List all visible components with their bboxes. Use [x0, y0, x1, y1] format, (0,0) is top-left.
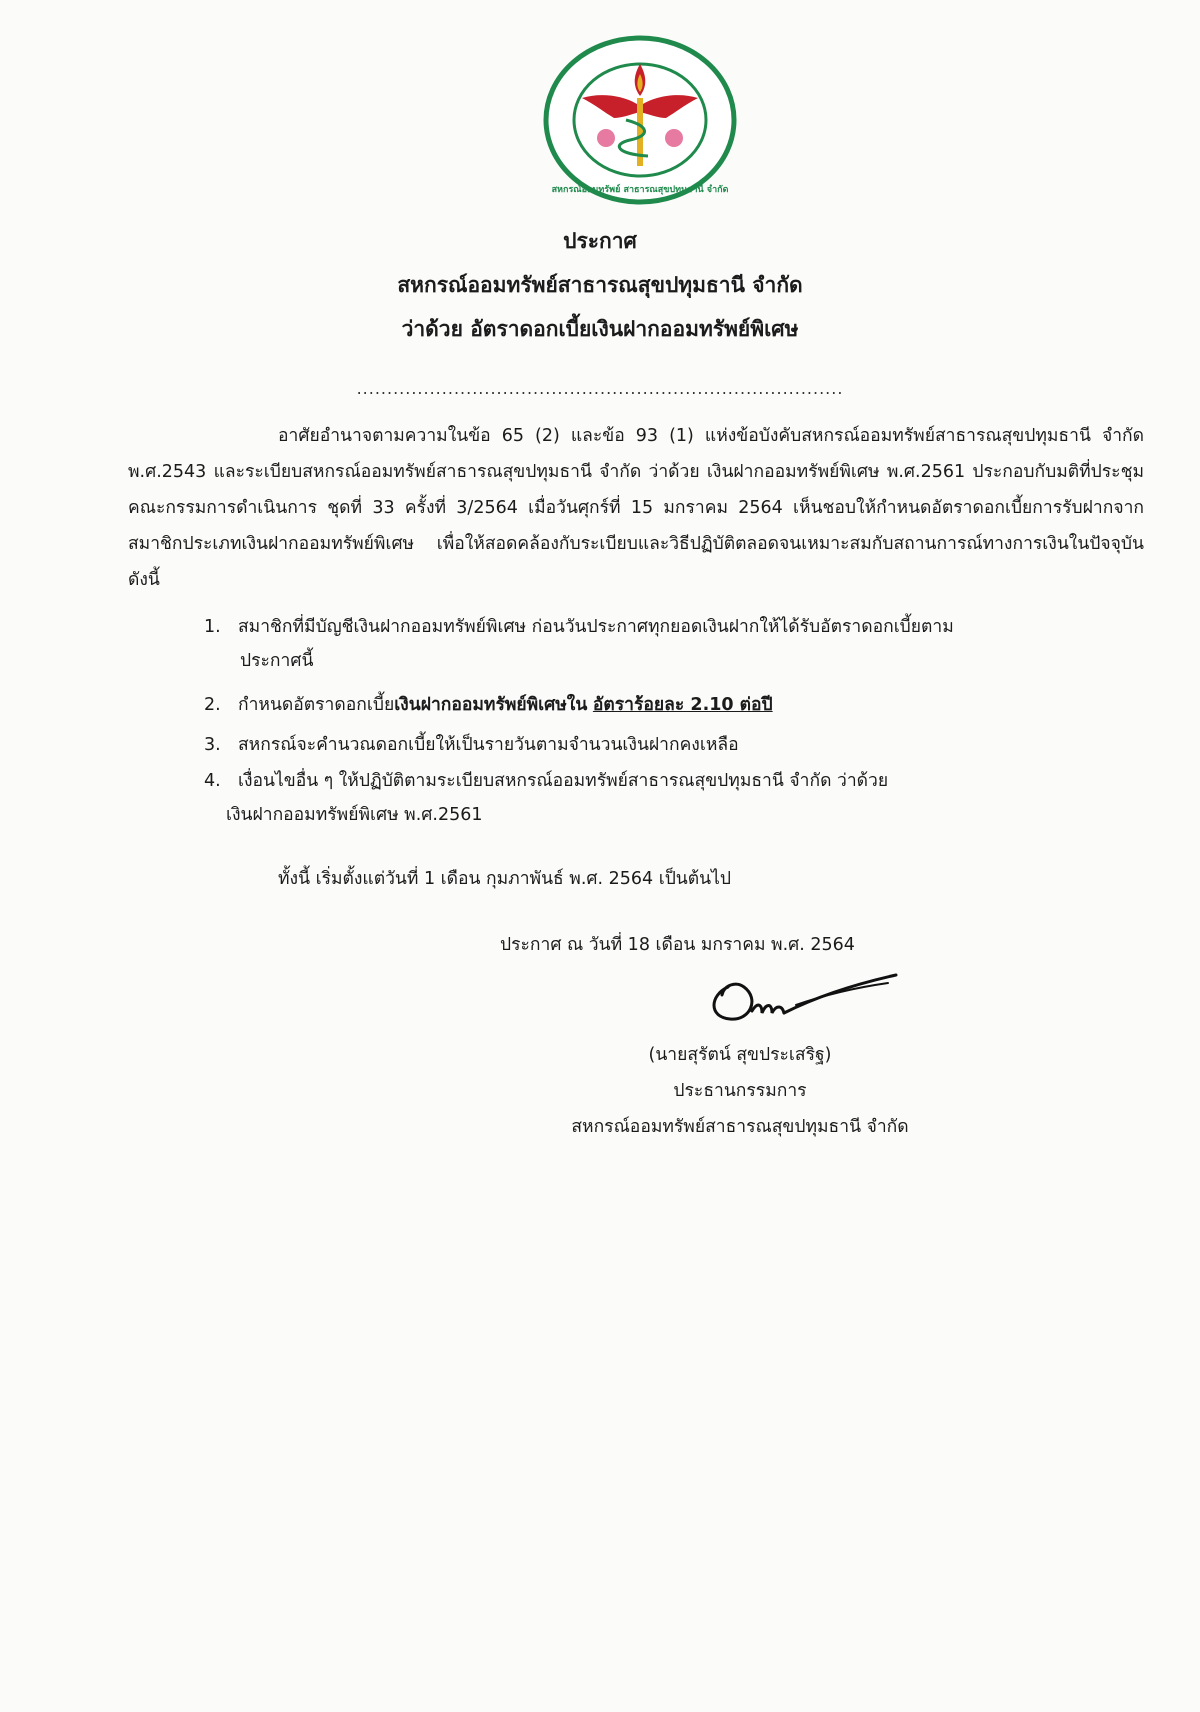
item-text: สหกรณ์จะคำนวณดอกเบี้ยให้เป็นรายวันตามจำนวนเงินฝากคงเหลือ — [238, 735, 739, 755]
list-item — [204, 688, 773, 722]
list-item-continuation: ประกาศนี้ — [240, 651, 314, 671]
interest-rate-highlight: อัตราร้อยละ 2.10 ต่อปี — [592, 695, 773, 715]
organization-heading: สหกรณ์ออมทรัพย์สาธารณสุขปทุมธานี จำกัด — [397, 273, 803, 297]
item-number: 3. — [204, 735, 221, 755]
signer-name: (นายสุรัตน์ สุขประเสริฐ) — [648, 1045, 832, 1065]
list-item — [204, 728, 739, 762]
announcement-heading: ประกาศ — [563, 229, 637, 253]
list-item — [204, 610, 1104, 644]
item-number: 4. — [204, 771, 221, 791]
item-text: สมาชิกที่มีบัญชีเงินฝากออมทรัพย์พิเศษ ก่อนวันประกาศทุกยอดเงินฝากให้ได้รับอัตราดอกเบี้ยตาม — [238, 617, 954, 637]
signer-position: ประธานกรรมการ — [673, 1081, 807, 1101]
dotted-separator: ................................................................................ — [356, 379, 844, 398]
svg-text:สหกรณ์ออมทรัพย์ สาธารณสุขปทุมธ: สหกรณ์ออมทรัพย์ สาธารณสุขปทุมธานี จำกัด — [551, 185, 729, 195]
signature — [700, 965, 900, 1035]
item-number: 1. — [204, 617, 221, 637]
item-text: เงื่อนไขอื่น ๆ ให้ปฏิบัติตามระเบียบสหกรณ์ออมทรัพย์สาธารณสุขปทุมธานี จำกัด ว่าด้วย — [238, 771, 889, 791]
item-text-bold: เงินฝากออมทรัพย์พิเศษใน — [394, 695, 588, 715]
effective-date: ทั้งนี้ เริ่มตั้งแต่วันที่ 1 เดือน กุมภาพันธ์ พ.ศ. 2564 เป็นต้นไป — [278, 869, 732, 889]
announcement-date: ประกาศ ณ วันที่ 18 เดือน มกราคม พ.ศ. 2564 — [500, 935, 855, 955]
cooperative-logo — [540, 34, 740, 206]
list-item-continuation: เงินฝากออมทรัพย์พิเศษ พ.ศ.2561 — [226, 805, 483, 825]
subject-heading: ว่าด้วย อัตราดอกเบี้ยเงินฝากออมทรัพย์พิเศษ — [401, 317, 799, 341]
intro-paragraph: อาศัยอำนาจตามความในข้อ 65 (2) และข้อ 93 (1) แห่งข้อบังคับสหกรณ์ออมทรัพย์สาธารณสุขปทุมธานี จำกัด พ.ศ.2543 และระเบียบสหกรณ์ออมทรัพย์สาธารณสุขปทุมธานี จำกัด ว่าด้วย เงินฝากออมทรัพย์พิเศษ พ.ศ.2561 ประกอบกับมติที่ประชุมคณะกรรมการดำเนินการ ชุดที่ 33 ครั้งที่ 3/2564 เมื่อวันศุกร์ที่ 15 มกราคม 2564 เห็นชอบให้กำหนดอัตราดอกเบี้ยการรับฝากจากสมาชิกประเภทเงินฝากออมทรัพย์พิเศษ เพื่อให้สอดคล้องกับระเบียบและวิธีปฏิบัติตลอดจนเหมาะสมกับสถานการณ์ทางการเงินในปัจจุบัน ดังนี้ — [128, 426, 1144, 590]
list-item — [204, 764, 1104, 798]
signer-organization: สหกรณ์ออมทรัพย์สาธารณสุขปทุมธานี จำกัด — [571, 1117, 909, 1137]
item-number: 2. — [204, 695, 221, 715]
item-text: กำหนดอัตราดอกเบี้ย — [238, 695, 395, 715]
